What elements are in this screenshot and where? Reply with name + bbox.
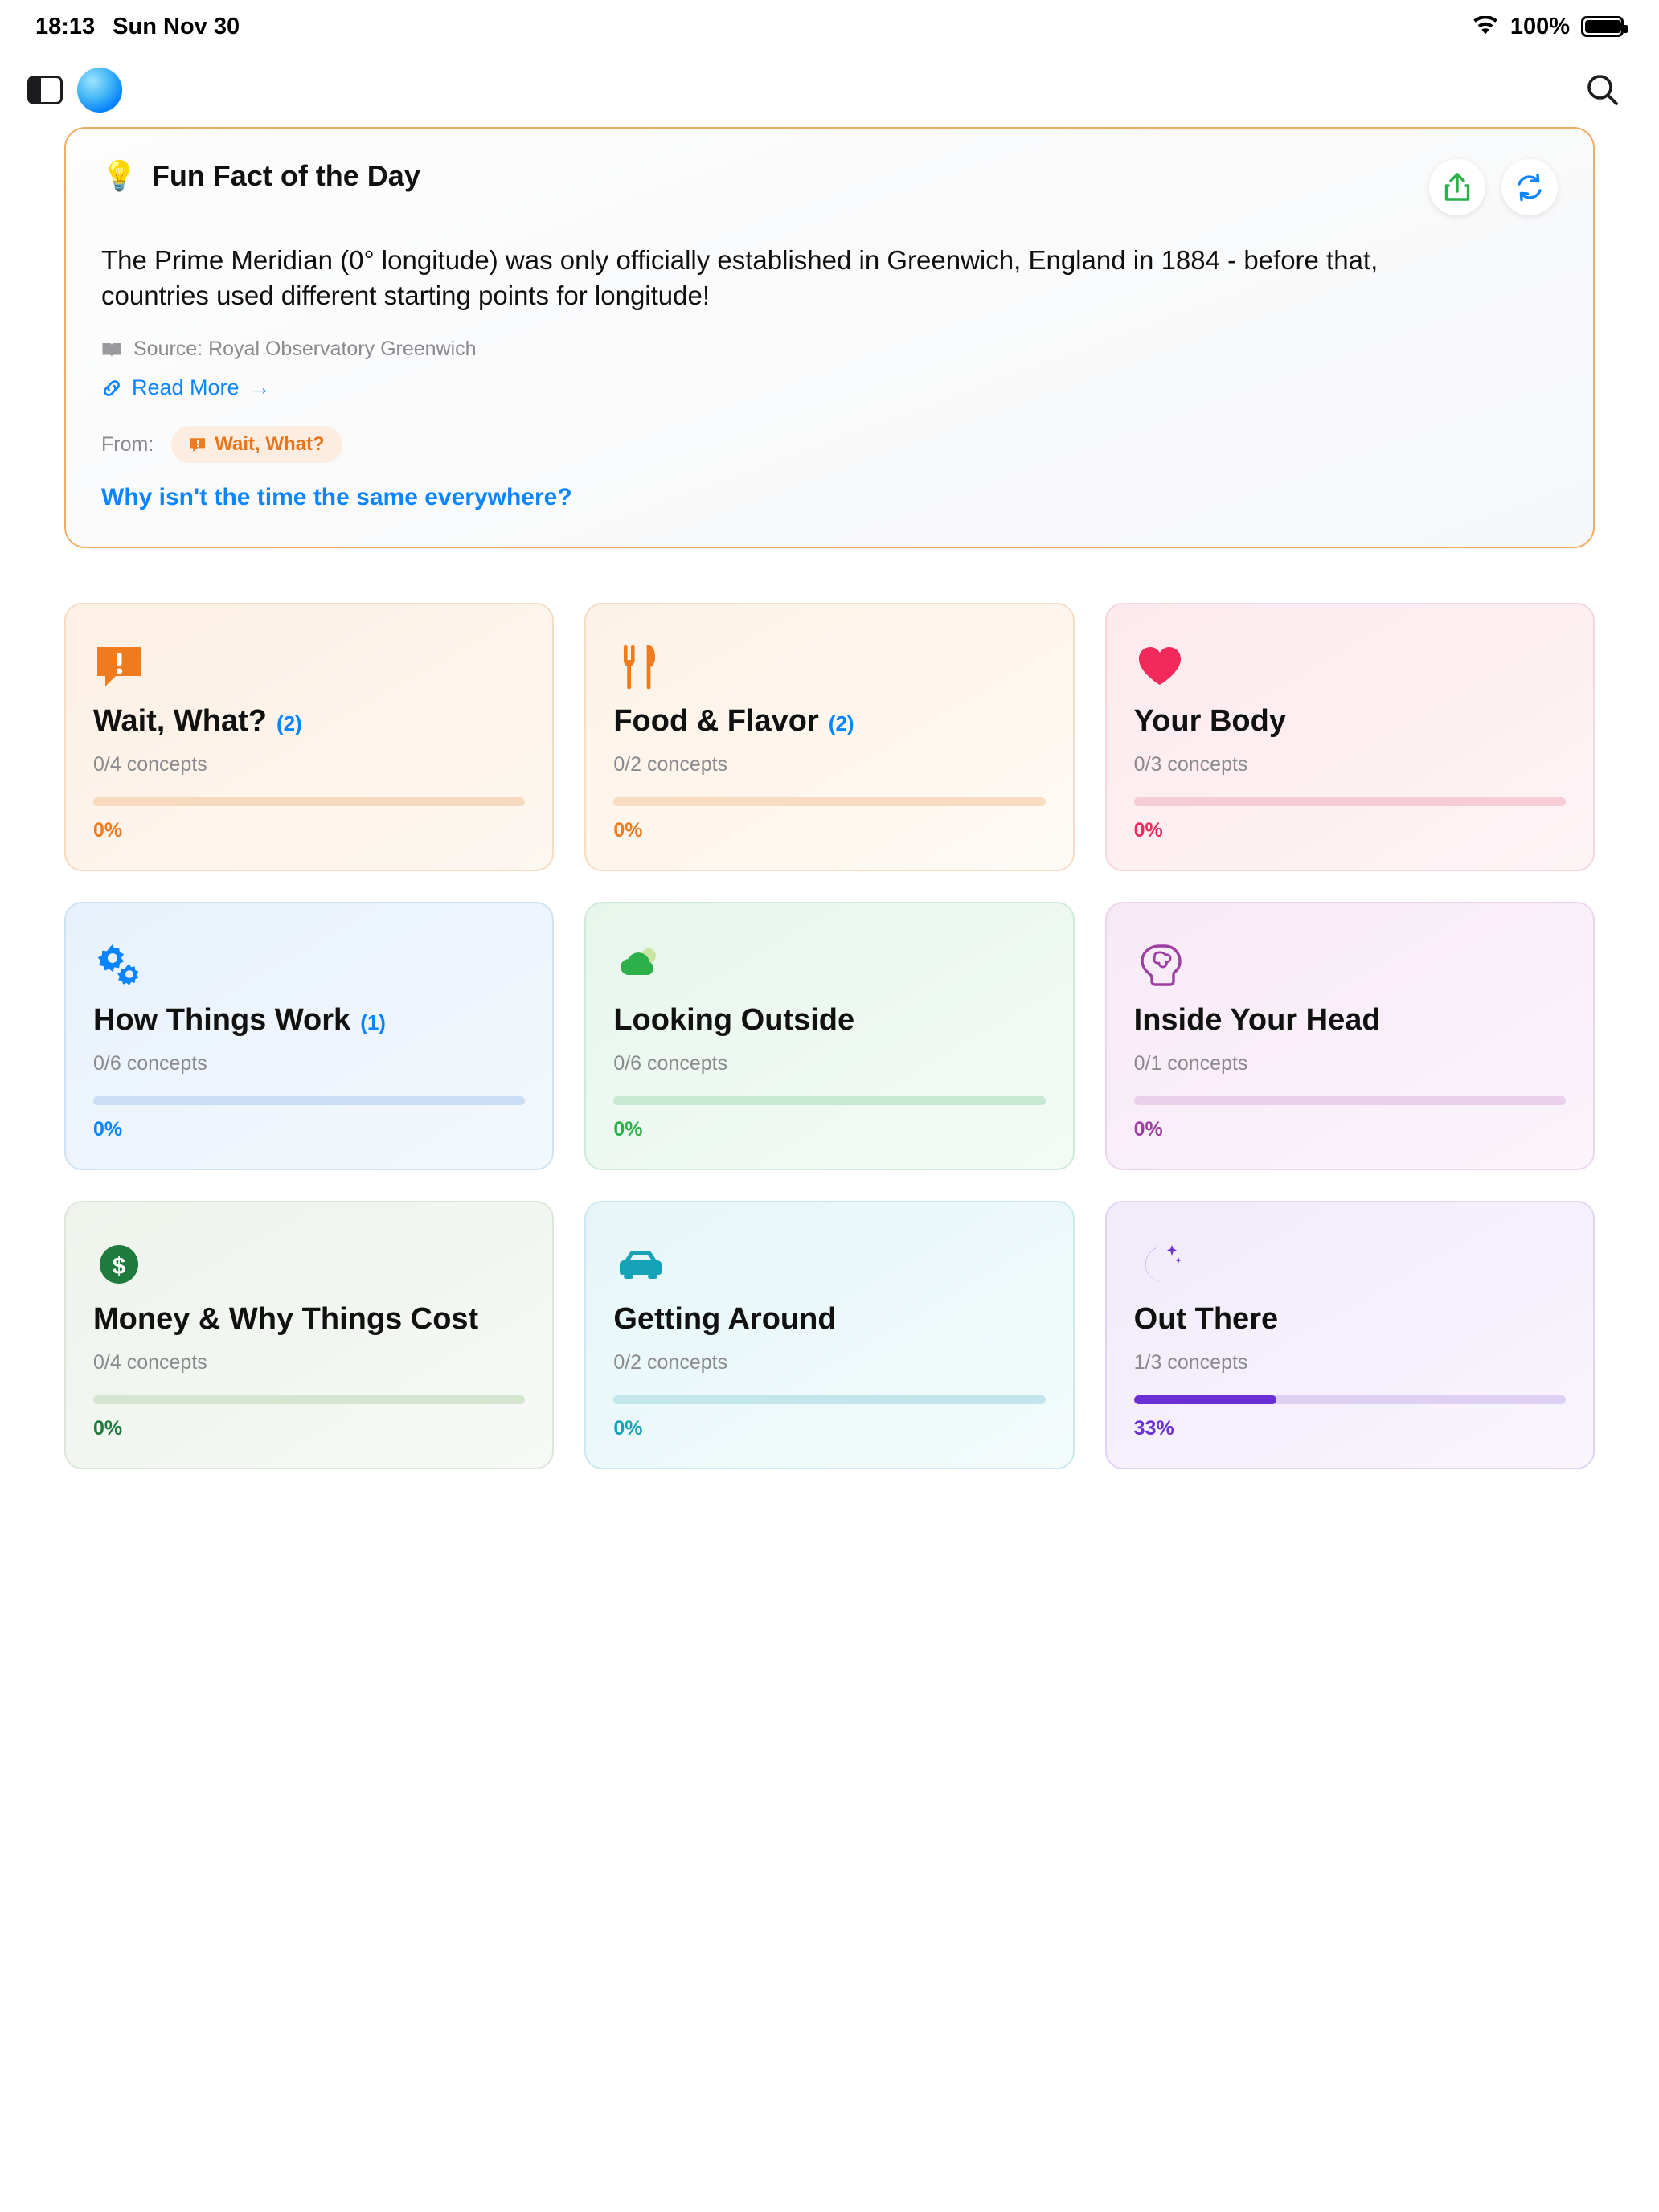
assistant-orb-button[interactable] [72,63,127,117]
category-progress-bar [613,797,1045,806]
category-progress-bar [93,1096,525,1105]
status-bar [0,0,1659,53]
chip-label: Wait, What? [215,433,325,456]
category-name: Money & Why Things Cost [93,1302,479,1337]
category-icon-wrap [613,1230,1045,1299]
category-concepts: 0/3 concepts [1133,753,1248,776]
category-concepts: 0/4 concepts [93,1351,207,1374]
category-concepts: 0/4 concepts [93,753,207,776]
category-percent: 0% [613,1417,643,1440]
fun-fact-source-row [101,338,1558,361]
category-card-getting-around[interactable] [584,1201,1074,1469]
sidebar-toggle-button[interactable] [18,63,72,117]
category-icon-wrap [1134,1230,1566,1299]
moon-stars-icon [1134,1239,1186,1290]
category-name: Out There [1133,1302,1279,1337]
link-icon [101,378,122,399]
wifi-icon [1472,16,1499,37]
assistant-orb-icon [77,68,122,113]
read-more-label: Read More [132,375,240,400]
category-card-money[interactable] [64,1201,554,1469]
category-title-row [93,704,525,739]
category-icon-wrap [93,632,525,701]
fun-fact-from-row [101,426,1558,463]
category-card-how-things-work[interactable] [64,902,554,1170]
category-title-row [613,704,1045,739]
category-title-row [613,1302,1045,1337]
category-card-out-there[interactable] [1105,1201,1595,1469]
category-card-wait-what[interactable] [64,603,554,871]
search-button[interactable] [1575,63,1630,117]
fun-fact-source-text: Source: Royal Observatory Greenwich [133,338,477,361]
category-name: Your Body [1133,704,1286,739]
fun-fact-card [64,127,1595,548]
category-title-row [613,1003,1045,1038]
category-icon-wrap [93,931,525,1000]
category-name: Food & Flavor [613,704,819,739]
main-content [0,127,1659,1469]
category-title-row [1134,704,1566,739]
category-card-your-body[interactable] [1105,603,1595,871]
fun-fact-title: Fun Fact of the Day [151,159,420,192]
category-percent: 0% [93,1118,123,1141]
battery-full-icon [1581,16,1624,37]
category-progress-bar [1134,1096,1566,1105]
category-name: Wait, What? [93,704,267,739]
category-progress-bar [93,1395,525,1404]
refresh-button[interactable] [1501,159,1558,215]
category-icon-wrap [1134,632,1566,701]
category-concepts: 0/2 concepts [613,753,728,776]
category-concepts: 0/2 concepts [613,1351,728,1374]
category-percent: 0% [93,1417,123,1440]
category-badge: (1) [360,1010,386,1035]
category-progress-bar [1134,1395,1566,1404]
category-icon-wrap [613,632,1045,701]
category-percent: 0% [1133,819,1163,842]
category-progress-bar [613,1096,1045,1105]
category-percent: 0% [93,819,123,842]
read-more-arrow-icon: → [248,375,271,400]
status-time: 18:13 [35,13,96,39]
category-concepts: 1/3 concepts [1133,1351,1248,1374]
category-title-row [93,1003,525,1038]
svg-text:$: $ [112,1253,126,1280]
category-name: Looking Outside [613,1003,855,1038]
app-toolbar [0,53,1659,127]
category-percent: 33% [1133,1417,1174,1440]
dollar-circle-icon [93,1239,145,1290]
category-card-inside-your-head[interactable] [1105,902,1595,1170]
category-name: How Things Work [93,1003,351,1038]
fun-fact-title-row [101,159,420,193]
status-date: Sun Nov 30 [113,13,240,39]
category-name: Inside Your Head [1133,1003,1381,1038]
cloud-sun-icon [613,940,665,991]
category-card-food-flavor[interactable] [584,603,1074,871]
exclamation-bubble-icon [189,436,207,453]
category-progress-bar [1134,797,1566,806]
exclamation-bubble-icon [93,641,145,692]
fun-fact-body: The Prime Meridian (0° longitude) was only officially established in Greenwich, England in 1884 - before that, countries used different starting points for longitude! [101,245,1378,311]
category-concepts: 0/1 concepts [1133,1052,1248,1075]
category-badge: (2) [828,711,854,736]
share-icon [1444,172,1471,203]
from-label: From: [101,432,154,456]
read-more-link[interactable] [101,375,1558,400]
fork-knife-icon [613,641,665,692]
category-title-row [1134,1302,1566,1337]
refresh-icon [1514,172,1545,203]
category-progress-bar [613,1395,1045,1404]
head-brain-icon [1134,940,1186,991]
category-icon-wrap [1134,931,1566,1000]
car-icon [613,1239,668,1290]
battery-percent: 100% [1509,13,1570,39]
category-title-row [93,1302,525,1337]
share-button[interactable] [1429,159,1485,215]
book-icon [101,341,122,358]
sidebar-icon [27,76,63,104]
category-concepts: 0/6 concepts [613,1052,728,1075]
category-percent: 0% [1133,1118,1163,1141]
category-icon-wrap [613,931,1045,1000]
gears-icon [93,940,145,991]
lightbulb-icon: 💡 [101,159,137,192]
fun-fact-category-chip[interactable] [171,426,342,463]
category-percent: 0% [613,819,643,842]
category-title-row [1134,1003,1566,1038]
heart-icon [1134,641,1186,692]
category-badge: (2) [276,711,302,736]
search-icon [1583,71,1622,109]
category-grid [64,603,1595,1469]
category-icon-wrap [93,1230,525,1299]
category-name: Getting Around [613,1302,837,1337]
fun-fact-question-link[interactable]: Why isn't the time the same everywhere? [101,484,572,511]
category-concepts: 0/6 concepts [93,1052,207,1075]
category-progress-bar [93,797,525,806]
category-percent: 0% [613,1118,643,1141]
category-card-looking-outside[interactable] [584,902,1074,1170]
